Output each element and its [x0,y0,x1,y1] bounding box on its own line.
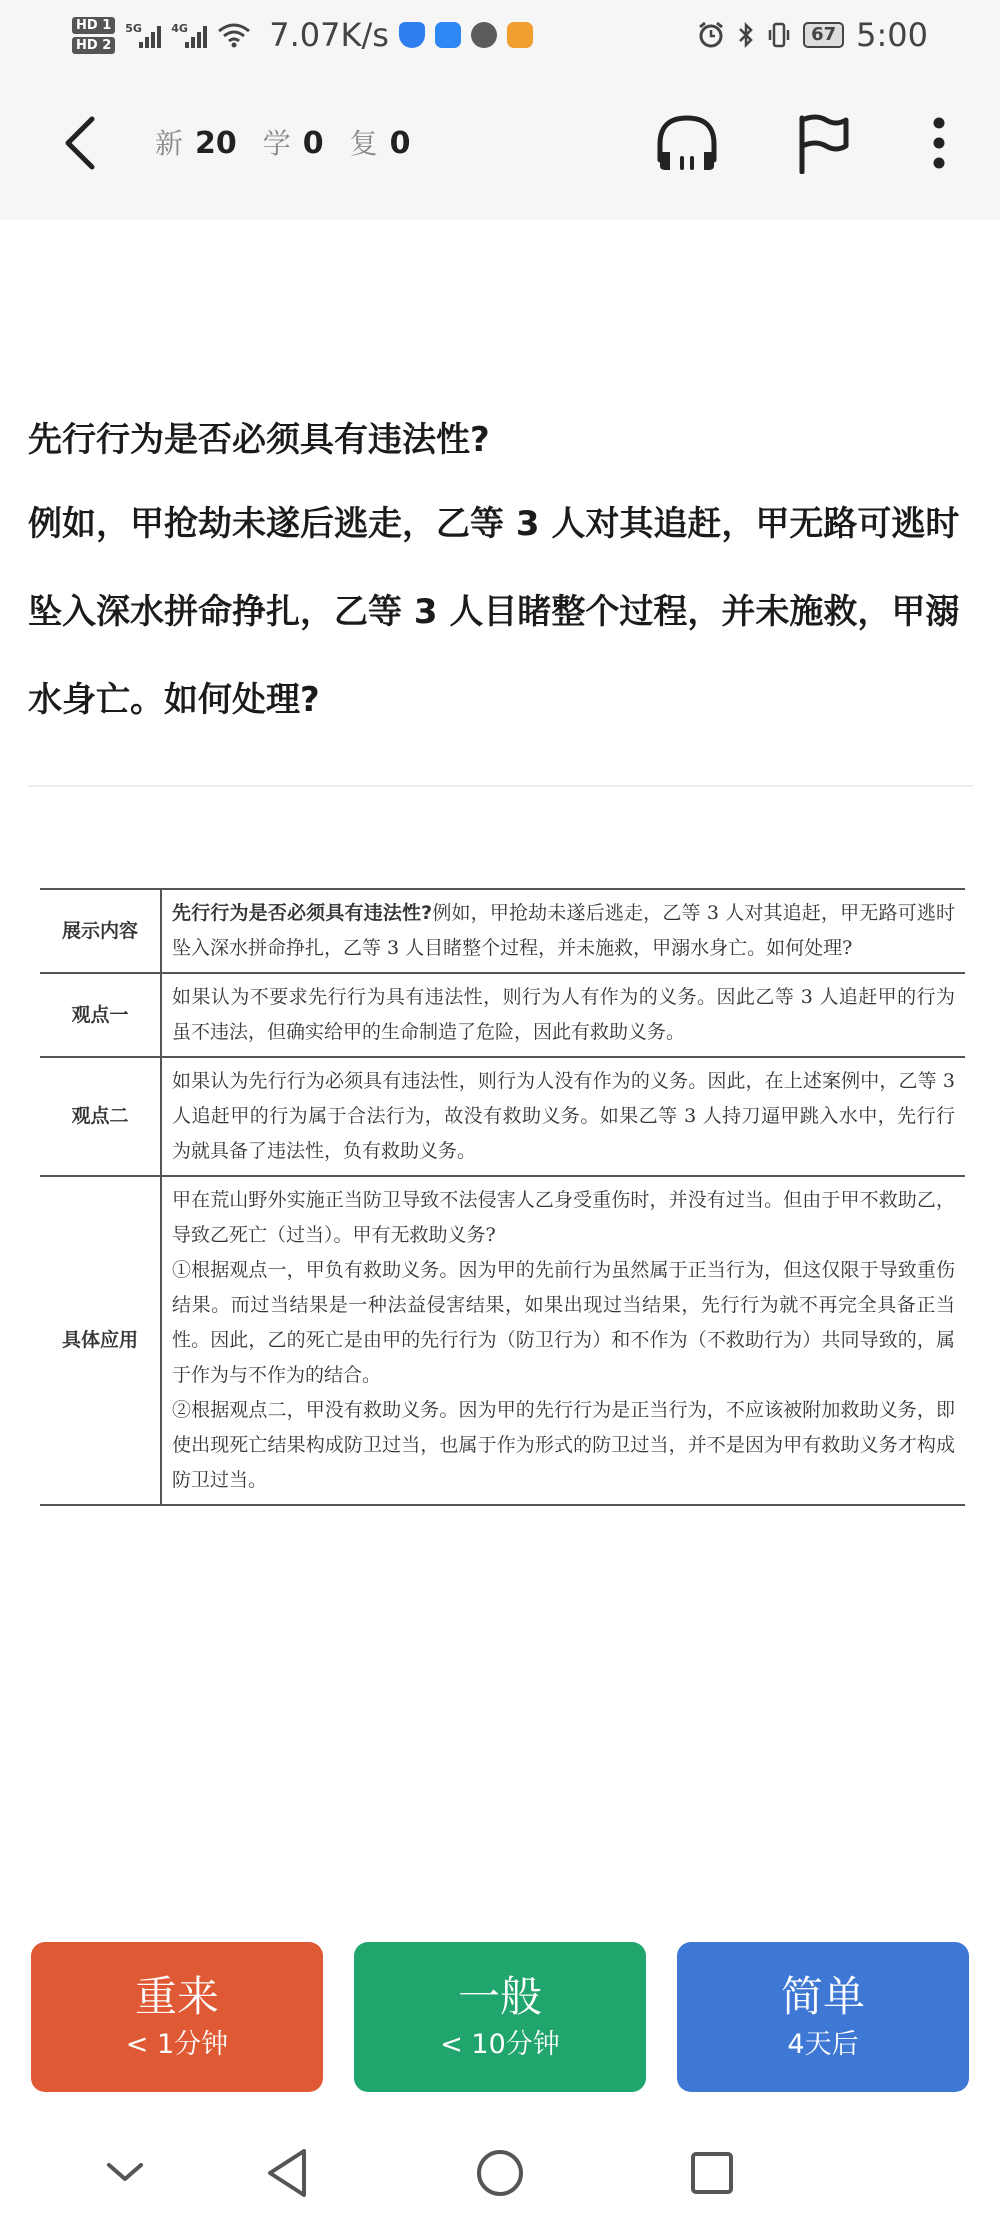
row-paragraph: 甲在荒山野外实施正当防卫导致不法侵害人乙身受重伤时，并没有过当。但由于甲不救助乙，导致乙死亡（过当）。甲有无救助义务? [172,1189,955,1246]
square-recents-icon [689,2150,735,2196]
flag-button[interactable] [787,108,857,178]
system-nav-bar [0,2120,1000,2222]
new-label: 新 [155,127,184,160]
wifi-icon [217,22,251,48]
triangle-back-icon [264,2147,310,2199]
learn-label: 学 [262,127,291,160]
learn-count: 0 [302,126,324,161]
question-body: 例如，甲抢劫未遂后逃走，乙等 3 人对其追赶，甲无路可逃时坠入深水拼命挣扎，乙等 3 人目睹整个过程，并未施救，甲溺水身亡。如何处理? [28,504,960,720]
headphones-icon [654,112,720,174]
nav-back-button[interactable] [247,2138,327,2208]
table-row [40,1176,965,1505]
answer-buttons [31,1942,969,2092]
row-key: 展示内容 [40,889,161,973]
more-button[interactable] [904,108,974,178]
cloud-app-icon [435,22,461,48]
review-count: 0 [389,126,411,161]
hd1-badge: HD 1 [72,17,115,34]
app-header [0,70,1000,220]
easy-label: 简单 [780,1972,865,2021]
good-interval: < 10分钟 [440,2029,560,2060]
row-value: 如果认为先行行为必须具有违法性，则行为人没有作为的义务。因此，在上述案例中，乙等 3 人追赶甲的行为属于合法行为，故没有救助义务。如果乙等 3 人持刀逼甲跳入水中，先行行为就具备了违法性，负有救助义务。 [161,1057,965,1176]
good-label: 一般 [457,1972,542,2021]
question-title: 先行行为是否必须具有违法性? [28,420,490,460]
notes-table [40,888,965,1506]
row-key: 观点二 [40,1057,161,1176]
row-value [161,889,965,973]
new-count: 20 [195,126,237,161]
battery-indicator: 67 [803,22,844,48]
clock: 5:00 [856,16,928,54]
question-divider [28,785,973,787]
review-label: 复 [349,127,378,160]
easy-interval: 4天后 [787,2029,859,2060]
row-paragraph: ①根据观点一，甲负有救助义务。因为甲的先前行为虽然属于正当行为，但这仅限于导致重伤结果。而过当结果是一种法益侵害结果，如果出现过当结果，先行行为就不再完全具备正当性。因此，乙的死亡是由甲的先行行为（防卫行为）和不作为（不救助行为）共同导致的，属于作为与不作为的结合。 [172,1259,955,1386]
signal-4g-icon: 4G [171,22,207,48]
status-bar-left [72,8,533,62]
table-row [40,889,965,973]
back-button[interactable] [50,108,110,178]
vibrate-icon [767,21,791,49]
card-counters [155,122,425,162]
easy-button[interactable] [677,1942,969,2092]
row-value [161,1176,965,1505]
again-label: 重来 [134,1972,219,2021]
more-vertical-icon [932,117,946,169]
good-button[interactable] [354,1942,646,2092]
table-row [40,973,965,1057]
hd2-badge: HD 2 [72,37,115,54]
nav-recents-button[interactable] [672,2138,752,2208]
chevron-down-icon [105,2161,145,2185]
row-value-text: 例如，甲抢劫未遂后逃走，乙等 3 人对其追赶，甲无路可逃时坠入深水拼命挣扎，乙等 3 人目睹整个过程，并未施救，甲溺水身亡。如何处理? [172,902,955,959]
row-key: 观点一 [40,973,161,1057]
circle-home-icon [475,2148,525,2198]
bluetooth-icon [737,21,755,49]
signal-5g-icon: 5G [125,22,161,48]
row-value: 如果认为不要求先行行为具有违法性，则行为人有作为的义务。因此乙等 3 人追赶甲的行为虽不违法，但确实给甲的生命制造了危险，因此有救助义务。 [161,973,965,1057]
alarm-icon [697,21,725,49]
back-arrow-icon [62,115,98,171]
shield-app-icon [399,22,425,48]
network-speed: 7.07K/s [269,16,389,54]
status-bar [0,0,1000,70]
row-paragraph: ②根据观点二，甲没有救助义务。因为甲的先行行为是正当行为，不应该被附加救助义务，即使出现死亡结果构成防卫过当，也属于作为形式的防卫过当，并不是因为甲有救助义务才构成防卫过当。 [172,1399,955,1491]
status-bar-right [697,8,928,62]
card-question [28,400,978,744]
row-key: 具体应用 [40,1176,161,1505]
table-row [40,1057,965,1176]
audio-button[interactable] [652,108,722,178]
again-interval: < 1分钟 [125,2029,229,2060]
again-button[interactable] [31,1942,323,2092]
row-value-bold: 先行行为是否必须具有违法性? [172,902,433,924]
game-app-icon [507,22,533,48]
flag-icon [794,112,850,174]
nav-collapse-button[interactable] [85,2138,165,2208]
hd-indicators [72,17,115,54]
nav-home-button[interactable] [460,2138,540,2208]
hand-app-icon [471,22,497,48]
